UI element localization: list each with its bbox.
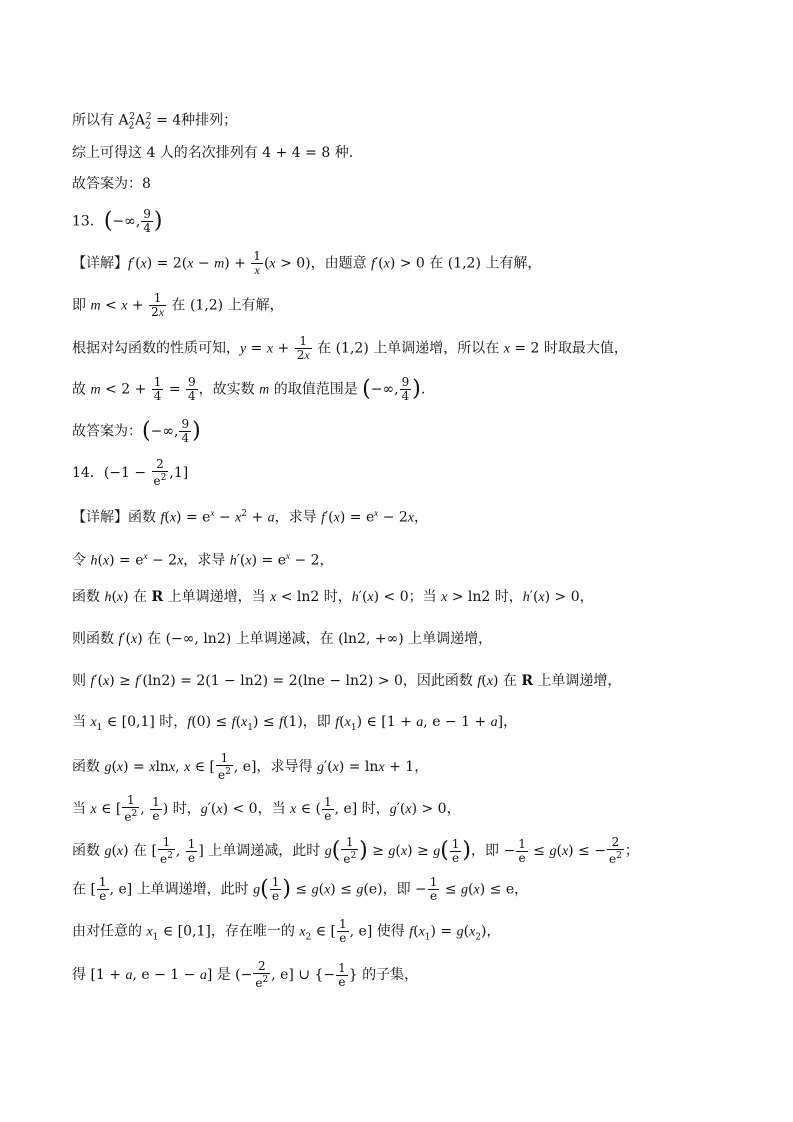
text-line: 在 [ $\frac{1}{e}$ , e] 上单调递增，此时 g( $\frac{1}{e}$ ) ≤ g(x) ≤ g(e)，即 − $\frac{1}{e}$ ≤ g(x) ≤ e，	[72, 875, 529, 903]
text-line: 当 $x_1$ ∈ [0,1] 时，$f(0) \le f(x_1) \le f(1)$，即 $f(x_1)$ ∈ [1 + a, e − 1 + a]，	[72, 714, 518, 733]
text-line: 故答案为：(−∞, $\frac{9}{4}$ )	[72, 417, 201, 445]
text-line: 综上可得这 4 人的名次排列有 4 + 4 = 8 种.	[72, 145, 354, 161]
text-line: 【详解】函数 $f(x) = e^x - x^2 + a$，求导 $f'(x) = e^x - 2x$，	[72, 508, 429, 526]
text-line: 则 f′(x) ≥ f′(ln2) = 2(1 − ln2) = 2(lne − ln2) > 0，因此函数 f(x) 在 R 上单调递增，	[72, 673, 622, 689]
text-line: 根据对勾函数的性质可知，y = x + $\frac{1}{2x}$ 在 (1,2) 上单调递增，所以在 x = 2 时取最大值，	[72, 334, 628, 362]
text-line: 故答案为：8	[72, 176, 151, 192]
text-line: 当 x ∈ [ $\frac{1}{e^2}$ , $\frac{1}{e}$ ) 时，g′(x) < 0，当 x ∈ ( $\frac{1}{e}$ , e] 时，g′(x) > 0，	[72, 793, 461, 824]
text-line: 则函数 f′(x) 在 (−∞, ln2) 上单调递减，在 (ln2, +∞) 上单调递增，	[72, 631, 493, 647]
text-line: 令 $h(x) = e^x - 2x$，求导 $h'(x) = e^x - 2$，	[72, 551, 334, 569]
text-line: 【详解】f′(x) = 2(x − m) + $\frac{1}{x}$ (x > 0)，由题意 f′(x) > 0 在 (1,2) 上有解，	[72, 249, 542, 277]
text-line: 故 m < 2 + $\frac{1}{4}$ = $\frac{9}{4}$ ，故实数 m 的取值范围是 (−∞, $\frac{9}{4}$ ).	[72, 375, 426, 403]
text-line: 所以有 $A_2^2A_2^2 = 4$种排列；	[72, 112, 238, 132]
text-line: 由对任意的 $x_1$ ∈ [0,1]，存在唯一的 $x_2$ ∈ [ $\frac{1}{e}$ , e] 使得 $f(x_1) = g(x_2)$，	[72, 917, 501, 945]
text-line: 即 m < x + $\frac{1}{2x}$ 在 (1,2) 上有解，	[72, 291, 284, 319]
text-line: 14．(−1 − $\frac{2}{e^2}$ ,1]	[72, 457, 189, 488]
text-line: 函数 h(x) 在 R 上单调递增，当 x < ln2 时，h′(x) < 0；当 x > ln2 时，h′(x) > 0，	[72, 589, 594, 605]
text-line: 得 [1 + a, e − 1 − a] 是 (− $\frac{2}{e^2}$ , e] ∪ {− $\frac{1}{e}$ } 的子集，	[72, 959, 419, 990]
text-line: 13．(−∞, $\frac{9}{4}$ )	[72, 207, 163, 235]
text-line: 函数 g(x) = xlnx, x ∈ [ $\frac{1}{e^2}$ , e]，求导得 g′(x) = lnx + 1，	[72, 751, 429, 782]
text-line: 函数 g(x) 在 [ $\frac{1}{e^2}$ , $\frac{1}{e}$ ] 上单调递减，此时 g( $\frac{1}{e^2}$ ) ≥ g(x) ≥ g( $\frac{1}{e}$ )，即 − $\frac{1}{e}$ ≤ g(x) ≤ − $\frac{2}{e^2}$ ；	[72, 835, 639, 866]
